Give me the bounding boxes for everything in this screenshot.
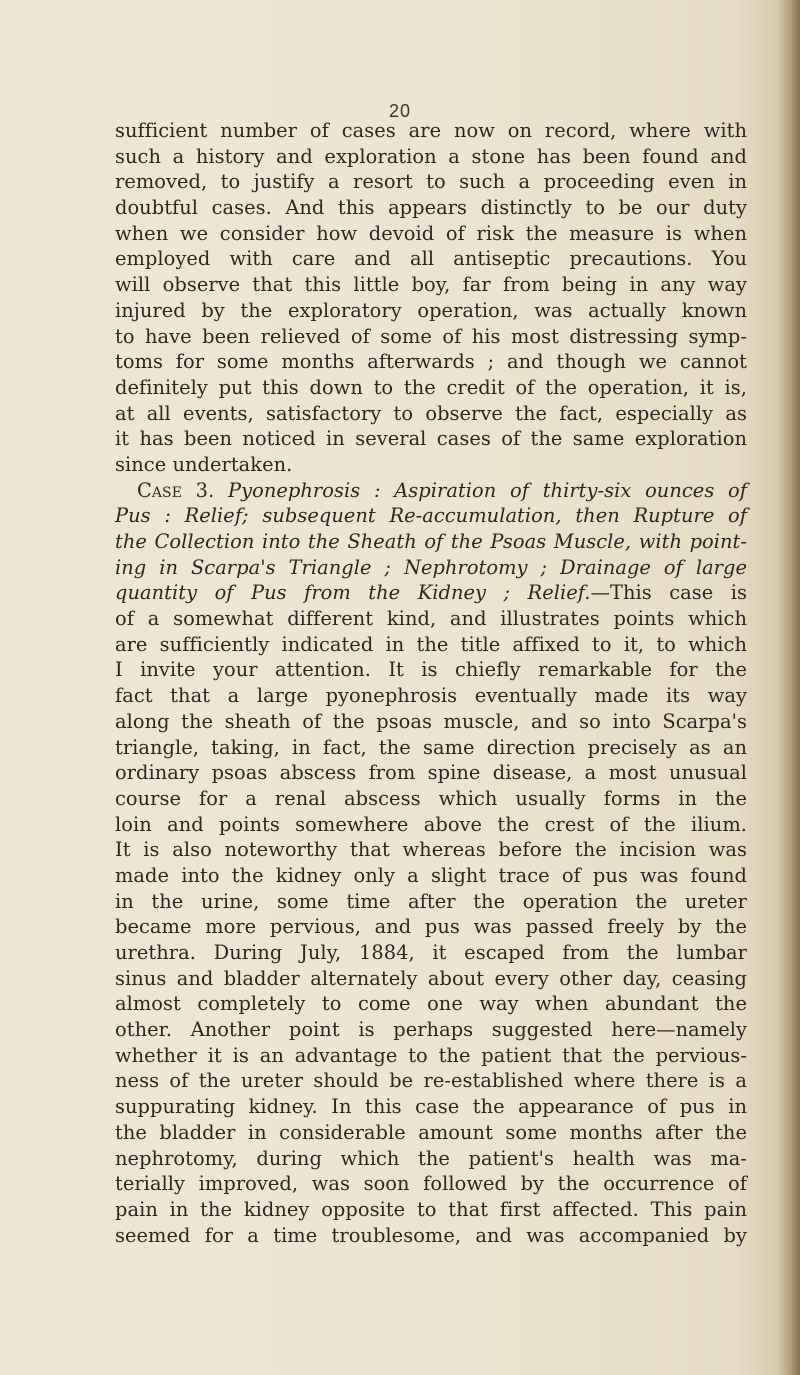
text-line: triangle, taking, in fact, the same direction precisely as an bbox=[115, 735, 747, 759]
text-line: whether it is an advantage to the patient that the pervious- bbox=[115, 1043, 747, 1067]
text-line: definitely put this down to the credit of the operation, it is, bbox=[115, 375, 747, 399]
case-title-line: ing in Scarpa's Triangle ; Nephrotomy ; Drainage of large bbox=[115, 555, 747, 579]
text-line: sufficient number of cases are now on record, where with bbox=[115, 119, 747, 142]
text-line: course for a renal abscess which usually forms in the bbox=[115, 786, 747, 810]
case-label: Case 3. bbox=[137, 478, 215, 502]
text-line: I invite your attention. It is chiefly remarkable for the bbox=[115, 658, 747, 682]
text-line: toms for some months afterwards ; and though we cannot bbox=[115, 350, 747, 374]
case-title-line bbox=[115, 580, 747, 606]
text-line: removed, to justify a resort to such a proceeding even in bbox=[115, 170, 747, 194]
text-line: employed with care and all antiseptic precautions. You bbox=[115, 247, 747, 271]
text-line: nephrotomy, during which the patient's health was ma- bbox=[115, 1146, 747, 1170]
text-line: when we consider how devoid of risk the measure is when bbox=[115, 221, 747, 245]
text-line: ordinary psoas abscess from spine disease, a most unusual bbox=[115, 761, 747, 785]
case-title-line: the Collection into the Sheath of the Psoas Muscle, with point- bbox=[115, 530, 747, 553]
page-number: 20 bbox=[388, 101, 412, 121]
text-line: fact that a large pyonephrosis eventually made its way bbox=[115, 684, 747, 708]
case-title: Pyonephrosis : Aspiration of thirty-six ounces of bbox=[228, 478, 747, 502]
text-line: will observe that this little boy, far from being in any way bbox=[115, 273, 747, 297]
text-line: since undertaken. bbox=[115, 452, 293, 476]
text-line: such a history and exploration a stone has been found and bbox=[115, 144, 747, 168]
case-heading-line bbox=[115, 478, 747, 504]
text-line: sinus and bladder alternately about every other day, ceasing bbox=[115, 966, 747, 990]
text-line: almost completely to come one way when abundant the bbox=[115, 992, 747, 1016]
text-line: suppurating kidney. In this case the appearance of pus in bbox=[115, 1095, 747, 1119]
text-line: other. Another point is perhaps suggested here—namely bbox=[115, 1018, 747, 1042]
text-line: seemed for a time troublesome, and was accompanied by bbox=[115, 1223, 747, 1247]
page-edge-shadow bbox=[778, 0, 800, 1375]
text-line: in the urine, some time after the operation the ureter bbox=[115, 889, 747, 913]
text-line: ness of the ureter should be re-established where there is a bbox=[115, 1069, 747, 1093]
text-line: to have been relieved of some of his most distressing symp- bbox=[115, 324, 747, 348]
text-line: terially improved, was soon followed by the occurrence of bbox=[115, 1172, 747, 1196]
text-line: it has been noticed in several cases of the same exploration bbox=[115, 427, 747, 451]
text-line: loin and points somewhere above the crest of the ilium. bbox=[115, 812, 747, 836]
text-line: It is also noteworthy that whereas before the incision was bbox=[115, 838, 747, 862]
text-line: injured by the exploratory operation, was actually known bbox=[115, 298, 747, 322]
text-line: became more pervious, and pus was passed freely by the bbox=[115, 915, 747, 939]
text-line: made into the kidney only a slight trace of pus was found bbox=[115, 863, 747, 887]
text-line: along the sheath of the psoas muscle, and so into Scarpa's bbox=[115, 709, 747, 733]
case-body-start: —This case is bbox=[590, 581, 747, 605]
text-line: of a somewhat different kind, and illustrates points which bbox=[115, 607, 747, 631]
text-line: at all events, satisfactory to observe the fact, especially as bbox=[115, 401, 747, 425]
case-title-end: quantity of Pus from the Kidney ; Relief. bbox=[115, 581, 591, 605]
body-text bbox=[115, 118, 747, 1248]
text-line: urethra. During July, 1884, it escaped from the lumbar bbox=[115, 941, 747, 964]
text-line: the bladder in considerable amount some months after the bbox=[115, 1120, 747, 1144]
text-line: are sufficiently indicated in the title affixed to it, to which bbox=[115, 632, 747, 656]
case-title-line: Pus : Relief; subsequent Re-accumulation, then Rupture of bbox=[115, 504, 747, 528]
text-line: doubtful cases. And this appears distinctly to be our duty bbox=[115, 196, 747, 220]
text-line: pain in the kidney opposite to that first affected. This pain bbox=[115, 1197, 747, 1221]
